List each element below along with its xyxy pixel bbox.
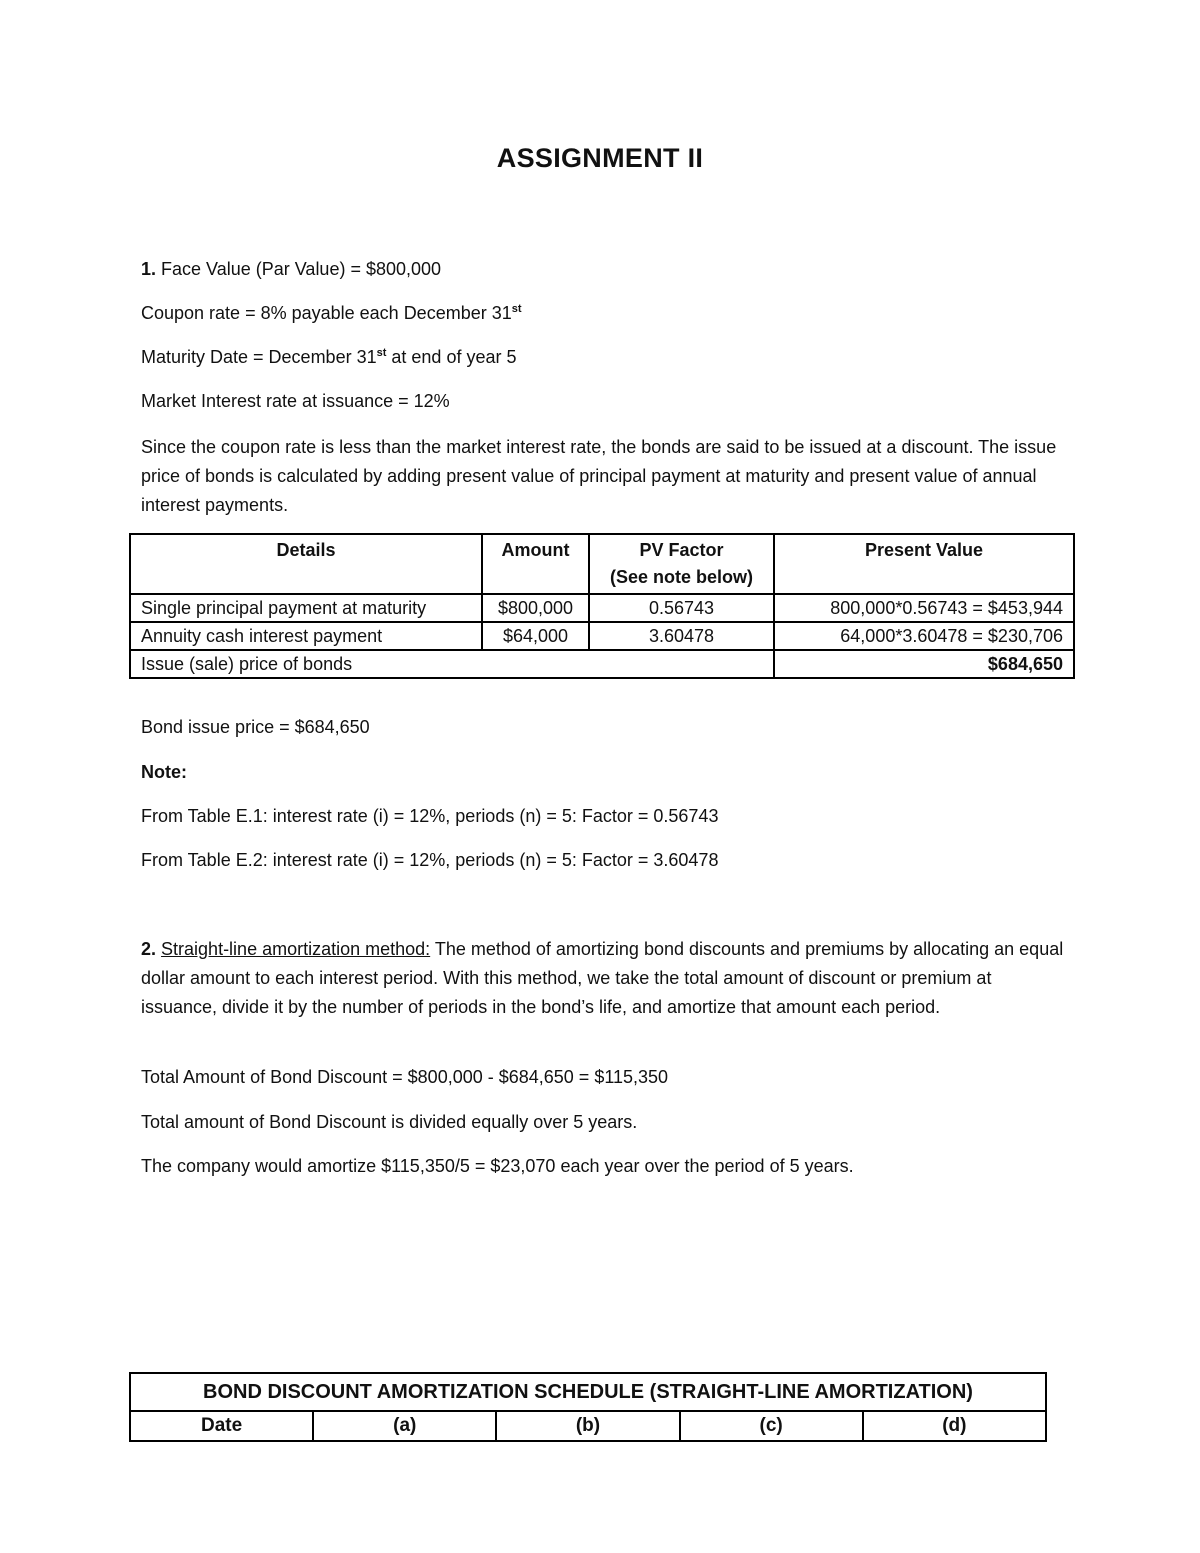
question-1-number: 1. bbox=[141, 259, 157, 279]
row-factor: 0.56743 bbox=[589, 594, 774, 622]
maturity-date-text: Maturity Date = December 31 bbox=[141, 347, 377, 367]
header-pv-factor bbox=[589, 534, 774, 594]
coupon-rate-line bbox=[141, 303, 522, 324]
row-amount: $64,000 bbox=[482, 622, 589, 650]
row-details: Single principal payment at maturity bbox=[130, 594, 482, 622]
header-details: Details bbox=[130, 534, 482, 594]
note-heading: Note: bbox=[141, 762, 187, 782]
schedule-header-row bbox=[130, 1411, 1046, 1441]
present-value-table bbox=[129, 533, 1075, 679]
straight-line-definition-text: The method of amortizing bond discounts and premiums by allocating an equal dollar amount to each interest period. With this method, we take the total amount of discount or premium at issuance, divide it by the number of periods in the bond’s life, and amortize that amount each period. bbox=[141, 939, 1064, 1017]
header-pv-factor-note: (See note below) bbox=[609, 567, 753, 587]
row-present-value: 64,000*3.60478 = $230,706 bbox=[774, 622, 1074, 650]
table-row bbox=[130, 622, 1074, 650]
total-discount-line: Total Amount of Bond Discount = $800,000 - $684,650 = $115,350 bbox=[141, 1067, 669, 1087]
annual-amortization-line: The company would amortize $115,350/5 = $23,070 each year over the period of 5 years. bbox=[141, 1156, 854, 1176]
question-2-number: 2. bbox=[141, 939, 157, 959]
market-rate-line: Market Interest rate at issuance = 12% bbox=[141, 391, 450, 411]
schedule-col-c: (c) bbox=[680, 1411, 863, 1441]
discount-divided-line: Total amount of Bond Discount is divided equally over 5 years. bbox=[141, 1112, 638, 1132]
straight-line-definition bbox=[141, 935, 1071, 1022]
total-label: Issue (sale) price of bonds bbox=[130, 650, 774, 678]
note-line-table-e1: From Table E.1: interest rate (i) = 12%, periods (n) = 5: Factor = 0.56743 bbox=[141, 806, 719, 826]
row-amount: $800,000 bbox=[482, 594, 589, 622]
face-value-text: Face Value (Par Value) = $800,000 bbox=[161, 259, 442, 279]
row-factor: 3.60478 bbox=[589, 622, 774, 650]
row-details: Annuity cash interest payment bbox=[130, 622, 482, 650]
table-header-row bbox=[130, 534, 1074, 594]
coupon-ordinal-suffix: st bbox=[511, 303, 522, 315]
schedule-col-a: (a) bbox=[313, 1411, 496, 1441]
total-value: $684,650 bbox=[774, 650, 1074, 678]
page-title: ASSIGNMENT II bbox=[496, 143, 704, 173]
header-amount: Amount bbox=[482, 534, 589, 594]
maturity-date-tail: at end of year 5 bbox=[386, 347, 517, 367]
bond-issue-price: Bond issue price = $684,650 bbox=[141, 717, 370, 737]
table-row bbox=[130, 594, 1074, 622]
coupon-rate-text: Coupon rate = 8% payable each December 31 bbox=[141, 303, 512, 323]
header-present-value: Present Value bbox=[774, 534, 1074, 594]
schedule-col-date: Date bbox=[130, 1411, 313, 1441]
schedule-title-row bbox=[130, 1373, 1046, 1411]
table-total-row bbox=[130, 650, 1074, 678]
schedule-col-b: (b) bbox=[496, 1411, 679, 1441]
straight-line-term: Straight-line amortization method: bbox=[161, 939, 431, 959]
header-pv-factor-label: PV Factor bbox=[639, 540, 724, 560]
row-present-value: 800,000*0.56743 = $453,944 bbox=[774, 594, 1074, 622]
schedule-col-d: (d) bbox=[863, 1411, 1046, 1441]
discount-explanation: Since the coupon rate is less than the market interest rate, the bonds are said to be issued at a discount. The issue price of bonds is calculated by adding present value of principal payment at maturity and present value of annual interest payments. bbox=[141, 437, 1057, 515]
maturity-ordinal-suffix: st bbox=[376, 347, 387, 359]
note-line-table-e2: From Table E.2: interest rate (i) = 12%, periods (n) = 5: Factor = 3.60478 bbox=[141, 850, 719, 870]
schedule-title: BOND DISCOUNT AMORTIZATION SCHEDULE (STRAIGHT-LINE AMORTIZATION) bbox=[130, 1373, 1046, 1411]
amortization-schedule-table bbox=[129, 1372, 1047, 1442]
face-value-line bbox=[141, 259, 441, 280]
maturity-date-line bbox=[141, 347, 516, 368]
